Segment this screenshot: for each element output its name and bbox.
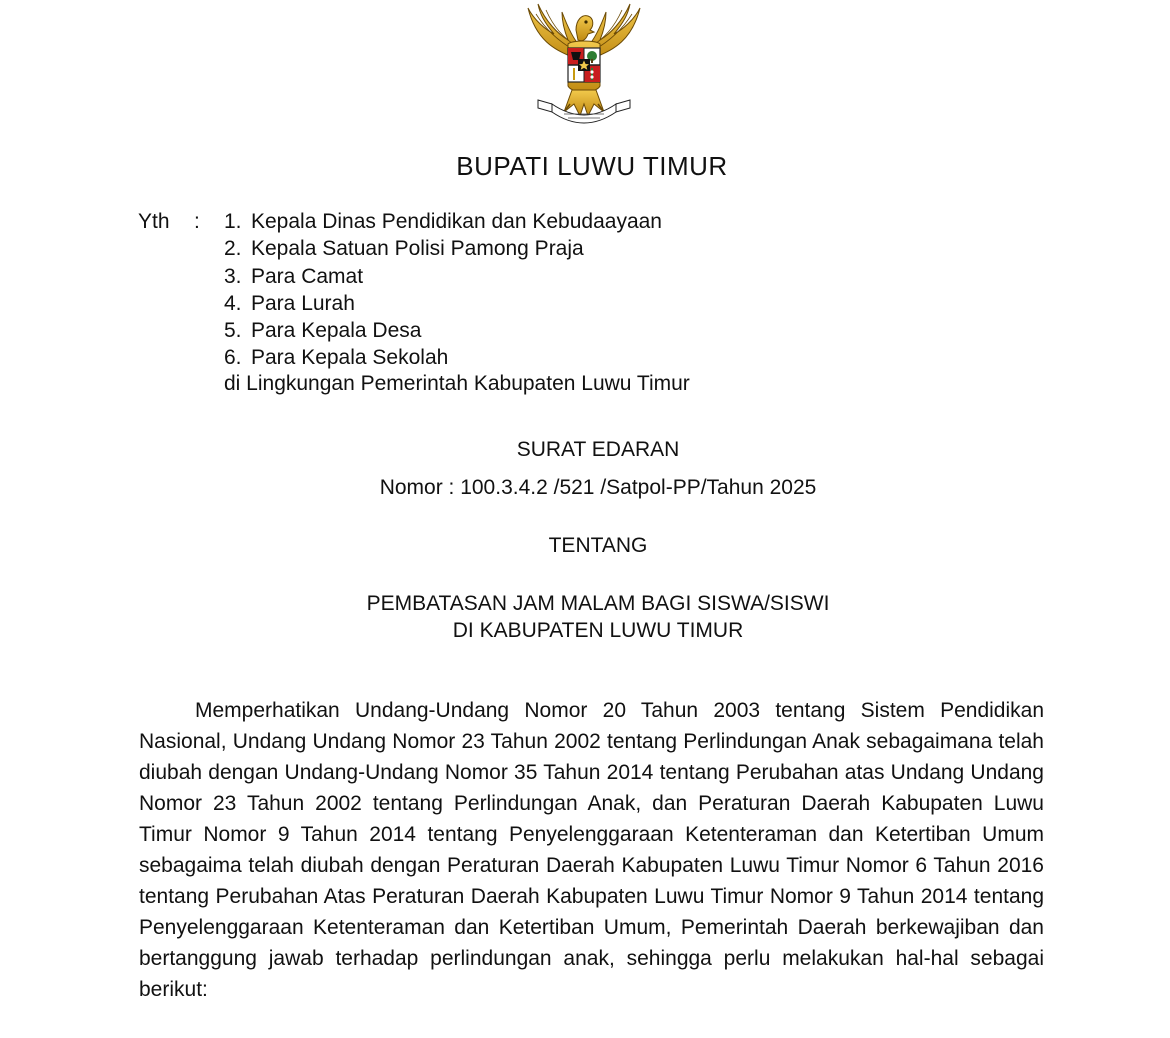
garuda-emblem-icon (524, 0, 644, 134)
recipient-list (224, 208, 662, 372)
about-label: TENTANG (548, 534, 648, 557)
recipient-item: 4. Para Lurah (224, 291, 355, 315)
letter-number: Nomor : 100.3.4.2 /521 /Satpol-PP/Tahun 2025 (379, 476, 817, 499)
letterhead-title: BUPATI LUWU TIMUR (456, 151, 728, 181)
subject-line-1: PEMBATASAN JAM MALAM BAGI SISWA/SISWI (366, 592, 830, 615)
body-paragraph: Memperhatikan Undang-Undang Nomor 20 Tahun 2003 tentang Sistem Pendidikan Nasional, Undang Undang Nomor 23 Tahun 2002 tentang Perlindungan Anak sebagaimana telah diubah dengan Undang-Undang Nomor 35 Tahun 2014 tentang Perubahan atas Undang Undang Nomor 23 Tahun 2002 tentang Perlindungan Anak, dan Peraturan Daerah Kabupaten Luwu Timur Nomor 9 Tahun 2014 tentang Penyelenggaraan Ketenteraman dan Ketertiban Umum sebagaima telah diubah dengan Peraturan Daerah Kabupaten Luwu Timur Nomor 6 Tahun 2016 tentang Perubahan Atas Peraturan Daerah Kabupaten Luwu Timur Nomor 9 Tahun 2014 tentang Penyelenggaraan Ketenteraman dan Ketertiban Umum, Pemerintah Daerah berkewajiban dan bertanggung jawab terhadap perlindungan anak, sehingga perlu melakukan hal-hal sebagai berikut: (139, 699, 1044, 1001)
addressee-label: Yth (138, 210, 170, 233)
letter-type: SURAT EDARAN (516, 438, 680, 461)
recipient-item: 2. Kepala Satuan Polisi Pamong Praja (224, 237, 584, 261)
subject-line-2: DI KABUPATEN LUWU TIMUR (452, 619, 744, 642)
recipient-location: di Lingkungan Pemerintah Kabupaten Luwu Timur (224, 372, 690, 395)
recipient-item: 3. Para Camat (224, 264, 364, 288)
recipient-item: 5. Para Kepala Desa (224, 319, 422, 343)
recipient-item: 1. Kepala Dinas Pendidikan dan Kebudaayaan (224, 210, 662, 233)
addressee-colon: : (194, 210, 200, 233)
recipient-item: 6. Para Kepala Sekolah (224, 346, 449, 370)
